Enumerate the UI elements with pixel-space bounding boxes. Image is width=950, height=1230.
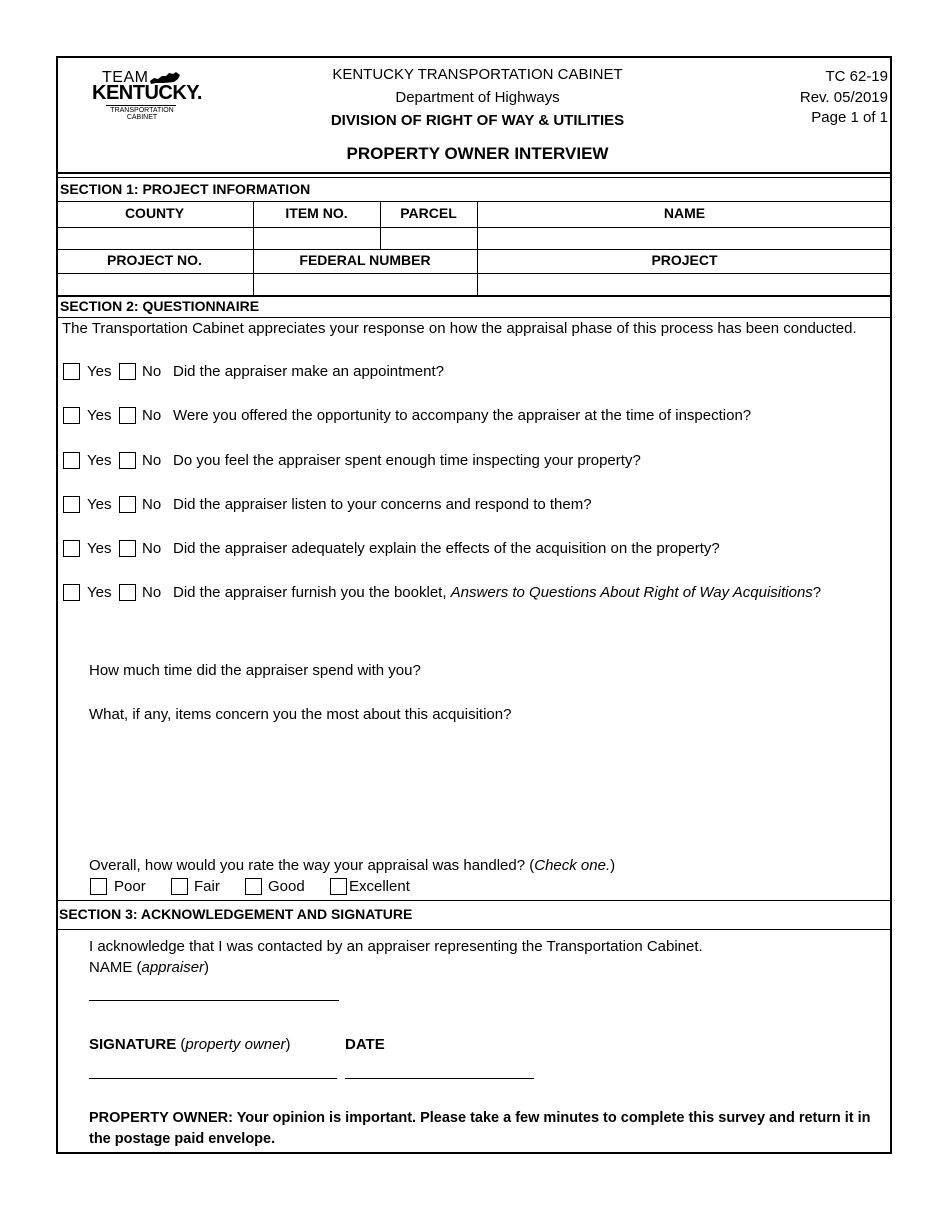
no-label: No <box>142 496 162 513</box>
section3-line <box>56 929 892 930</box>
no-label: No <box>142 452 162 469</box>
signature-label-open: ( <box>176 1036 186 1053</box>
section3-top-line <box>56 900 892 901</box>
rating-excellent-checkbox[interactable] <box>330 878 347 895</box>
section1-line-d <box>56 273 892 274</box>
question-text: Were you offered the opportunity to accompany the appraiser at the time of inspection? <box>173 407 752 424</box>
project-no-field[interactable] <box>60 276 250 294</box>
yes-label: Yes <box>87 540 112 557</box>
name-label-italic: appraiser <box>141 959 205 976</box>
name-header: NAME <box>663 205 706 221</box>
county-field[interactable] <box>60 230 250 248</box>
question-text <box>173 584 821 602</box>
no-label: No <box>142 540 162 557</box>
rating-question-pre: Overall, how would you rate the way your appraisal was handled? ( <box>89 857 535 874</box>
logo-divider <box>106 105 176 106</box>
date-label: DATE <box>345 1036 385 1053</box>
signature-label-bold: SIGNATURE <box>89 1036 177 1053</box>
no-checkbox[interactable] <box>119 540 136 557</box>
signature-line[interactable] <box>89 1078 337 1079</box>
date-line[interactable] <box>345 1078 534 1079</box>
rating-fair-label: Fair <box>194 878 220 895</box>
team-kentucky-logo <box>88 68 202 124</box>
appraiser-name-label <box>89 959 209 977</box>
yes-checkbox[interactable] <box>63 363 80 380</box>
rating-question-post: ) <box>610 857 616 874</box>
no-checkbox[interactable] <box>119 363 136 380</box>
signature-label-italic: property owner <box>185 1036 286 1053</box>
page-number: Page 1 of 1 <box>811 109 888 126</box>
logo-state-text: KENTUCKY. <box>92 82 202 104</box>
time-question: How much time did the appraiser spend with you? <box>89 662 421 679</box>
project-no-header: PROJECT NO. <box>107 252 202 268</box>
question-text: Did the appraiser make an appointment? <box>173 363 444 380</box>
no-label: No <box>142 407 162 424</box>
parcel-header: PARCEL <box>400 205 457 221</box>
project-field[interactable] <box>480 276 888 294</box>
rating-good-label: Good <box>268 878 305 895</box>
yes-checkbox[interactable] <box>63 407 80 424</box>
section2-intro: The Transportation Cabinet appreciates your response on how the appraisal phase of this process has been conducted. <box>62 320 857 337</box>
header-divider-inner <box>56 177 892 178</box>
question-text: Did the appraiser adequately explain the effects of the acquisition on the property? <box>173 540 720 557</box>
yes-label: Yes <box>87 584 112 601</box>
parcel-field[interactable] <box>383 230 474 248</box>
no-checkbox[interactable] <box>119 496 136 513</box>
project-header: PROJECT <box>651 252 718 268</box>
no-checkbox[interactable] <box>119 452 136 469</box>
form-number: TC 62-19 <box>825 68 888 85</box>
section1-heading: SECTION 1: PROJECT INFORMATION <box>60 181 311 197</box>
section3-heading: SECTION 3: ACKNOWLEDGEMENT AND SIGNATURE <box>59 906 413 922</box>
federal-number-field[interactable] <box>256 276 474 294</box>
appraiser-name-line[interactable] <box>89 1000 339 1001</box>
question-text: Do you feel the appraiser spent enough time inspecting your property? <box>173 452 641 469</box>
section2-line <box>56 317 892 318</box>
signature-label-end: ) <box>285 1036 291 1053</box>
name-label-end: ) <box>204 959 210 976</box>
booklet-title: Answers to Questions About Right of Way Acquisitions <box>450 584 813 601</box>
logo-sub2: CABINET <box>126 114 158 121</box>
yes-checkbox[interactable] <box>63 496 80 513</box>
section1-line-a <box>56 201 892 202</box>
page-title: PROPERTY OWNER INTERVIEW <box>346 144 609 163</box>
section1-line-c <box>56 249 892 250</box>
closing-line-2: the postage paid envelope. <box>89 1131 276 1147</box>
rating-poor-checkbox[interactable] <box>90 878 107 895</box>
yes-checkbox[interactable] <box>63 452 80 469</box>
logo-team-text: TEAM <box>102 69 149 86</box>
department-name: Department of Highways <box>395 89 560 106</box>
yes-label: Yes <box>87 363 112 380</box>
section1-line-e <box>56 295 892 297</box>
acknowledge-text: I acknowledge that I was contacted by an appraiser representing the Transportation Cabinet. <box>89 938 703 955</box>
yes-label: Yes <box>87 452 112 469</box>
section1-line-b <box>56 227 892 228</box>
yes-checkbox[interactable] <box>63 584 80 601</box>
county-header: COUNTY <box>124 205 185 221</box>
federal-number-header: FEDERAL NUMBER <box>299 252 431 268</box>
yes-label: Yes <box>87 407 112 424</box>
item-no-header: ITEM NO. <box>285 205 348 221</box>
yes-checkbox[interactable] <box>63 540 80 557</box>
section2-heading: SECTION 2: QUESTIONNAIRE <box>60 298 260 314</box>
item-no-field[interactable] <box>256 230 377 248</box>
concern-question: What, if any, items concern you the most about this acquisition? <box>89 706 512 723</box>
question-text: Did the appraiser listen to your concerns and respond to them? <box>173 496 592 513</box>
header-divider <box>56 172 892 174</box>
no-label: No <box>142 584 162 601</box>
revision-date: Rev. 05/2019 <box>799 89 888 106</box>
rating-poor-label: Poor <box>114 878 146 895</box>
signature-label <box>89 1036 290 1054</box>
logo-sub1: TRANSPORTATION <box>110 107 174 114</box>
closing-line-1: PROPERTY OWNER: Your opinion is important. Please take a few minutes to complete this survey and return it in <box>89 1110 871 1126</box>
question-text-pre: Did the appraiser furnish you the booklet, <box>173 584 451 601</box>
name-label-start: NAME ( <box>89 959 142 976</box>
rating-question <box>89 857 615 875</box>
rating-fair-checkbox[interactable] <box>171 878 188 895</box>
question-text-post: ? <box>812 584 822 601</box>
rating-good-checkbox[interactable] <box>245 878 262 895</box>
agency-name: KENTUCKY TRANSPORTATION CABINET <box>332 66 623 83</box>
rating-excellent-label: Excellent <box>349 878 410 895</box>
yes-label: Yes <box>87 496 112 513</box>
name-field[interactable] <box>480 230 888 248</box>
rating-question-italic: Check one. <box>534 857 611 874</box>
division-name: DIVISION OF RIGHT OF WAY & UTILITIES <box>330 112 625 129</box>
no-label: No <box>142 363 162 380</box>
no-checkbox[interactable] <box>119 584 136 601</box>
no-checkbox[interactable] <box>119 407 136 424</box>
